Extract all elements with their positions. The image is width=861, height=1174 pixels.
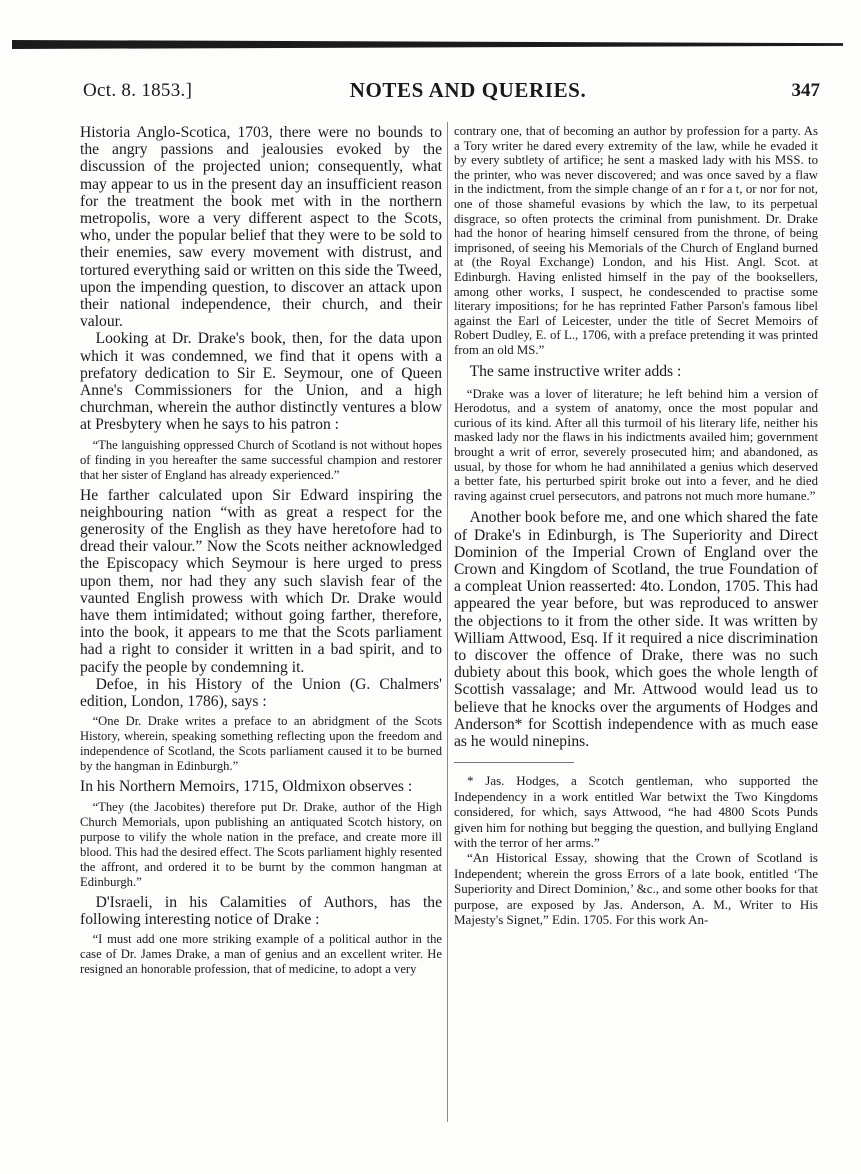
header-date: Oct. 8. 1853.] — [83, 80, 193, 101]
block-quote: “The languishing oppressed Church of Scotland is not without hopes of finding in you hereafter the same successful champion and restorer that her sister of England has already experienced.” — [80, 437, 442, 482]
paragraph: In his Northern Memoirs, 1715, Oldmixon observes : — [80, 778, 413, 796]
paragraph: Another book before me, and one which shared the fate of Drake's in Edinburgh, is The Superiority and Direct Dominion of the Imperial Crown of England over the Crown and Kingdom of Scotland, the true Foundation of a compleat Union reasserted: 4to. London, 1705. This had appeared the year before, but was reproduced to answer the objections to it from the other side. It was written by William Attwood, Esq. If it required a nice discrimination to discover the offence of Drake, there was no such dubiety about this book, which goes the whole length of Scottish vassalage; and Mr. Attwood would lead us to believe that he knocks over the arguments of Hodges and Anderson* for Scottish independence with as much ease as he would ninepins. — [454, 509, 818, 751]
block-quote: “One Dr. Drake writes a preface to an abridgment of the Scots History, wherein, speaking something reflecting upon the freedom and independence of Scotland, the Scots parliament caused it to be burned by the hangman in Edinburgh.” — [80, 714, 442, 774]
column-divider — [447, 122, 448, 1122]
right-column — [454, 124, 818, 927]
page-number: 347 — [791, 80, 820, 101]
paragraph: He farther calculated upon Sir Edward inspiring the neighbouring nation “with as great a respect for the generosity of the English as they have heretofore had to dread their valour.” Now the Scots neither acknowledged the Episcopacy which Seymour is here urged to press upon them, nor had they any such slavish fear of the vaunted English prowess with which Dr. Drake would have them intimidated; without going farther, therefore, into the book, it appears to me that the Scots parliament had a right to consider it written in a bad spirit, and to pacify the people by condemning it. — [80, 486, 442, 676]
footnote: * Jas. Hodges, a Scotch gentleman, who supported the Independency in a work entitled War betwixt the Two Kingdoms considered, for which, says Attwood, “he had 4800 Scots Punds given him for nothing but begging the question, and bullying England with the terror of her arms.” — [454, 773, 818, 850]
footnote: “An Historical Essay, showing that the Crown of Scotland is Independent; wherein the gross Errors of a late book, entitled ‘The Superiority and Direct Dominion,’ &c., and some other books for that purpose, are exposed by Jas. Anderson, A. M., Writer to His Majesty's Signet,” Edin. 1705. For this work An- — [454, 850, 818, 927]
paragraph: Looking at Dr. Drake's book, then, for the data upon which it was condemned, we find that it opens with a prefatory dedication to Sir E. Seymour, one of Queen Anne's Commissioners for the Union, and a high churchman, wherein the author distinctly ventures a blow at Presbytery when he says to his patron : — [80, 330, 442, 434]
block-quote: “They (the Jacobites) therefore put Dr. Drake, author of the High Church Memorials, upon publishing an antiquated Scotch history, on purpose to vilify the whole nation in the preface, and create more ill blood. This had the desired effect. The Scots parliament highly resented the affront, and ordered it to be burnt by the common hangman at Edinburgh.” — [80, 799, 442, 889]
block-quote: “Drake was a lover of literature; he left behind him a version of Herodotus, and a system of anatomy, once the most popular and curious of its kind. After all this turmoil of his literary life, neither his masked lady nor the flaws in his indictments availed him; government brought a writ of error, severely prosecuted him; and abandoned, as usual, by those for whom he had annihilated a genius which deserved a better fate, his perturbed spirit broke out into a fever, and he died raving against cruel persecutors, and patrons not much more humane.” — [454, 386, 818, 503]
top-rule — [12, 40, 843, 49]
paragraph: Defoe, in his History of the Union (G. Chalmers' edition, London, 1786), says : — [80, 675, 442, 711]
block-quote-continued: contrary one, that of becoming an author by profession for a party. As a Tory writer he dared every extremity of the law, while he evaded it by every subtlety of artifice; he sent a masked lady with his MSS. to the printer, who was never discovered; and was once saved by a flaw in the indictment, from the simple change of an r for a t, or nor for not, one of those shameful evasions by which the law, to its perpetual disgrace, so often protects the criminal from punishment. Dr. Drake had the honor of hearing himself censured from the throne, of being imprisoned, of seeing his Memorials of the Church of England burned at (the Royal Exchange) London, and his Hist. Angl. Scot. at Edinburgh. Having enlisted himself in the pay of the booksellers, among other works, I suspect, he condescended to practise some literary impositions; for he has reprinted Father Parson's famous libel against the Earl of Leicester, under the title of Secret Memoirs of Robert Dudley, E. of L., 1706, with a preface pretending it was printed from an old MS.” — [454, 124, 818, 357]
paragraph: Historia Anglo-Scotica, 1703, there were no bounds to the angry passions and jealousies evoked by the discussion of the projected union; consequently, what may appear to us in the present day an insufficient reason for the treatment the book met with in the northern metropolis, wore a very different aspect to the Scots, who, under the popular belief that they were to be sold to their enemies, saw every movement with distrust, and tortured everything said or written on this side the Tweed, upon the impending question, to discover an attack upon their national independence, their church, and their valour. — [80, 124, 442, 331]
journal-title: NOTES AND QUERIES. — [349, 78, 587, 102]
block-quote: “I must add one more striking example of a political author in the case of Dr. James Drake, a man of genius and an excellent writer. He resigned an honorable profession, that of medicine, to adopt a very — [80, 931, 442, 976]
left-column — [80, 124, 442, 981]
footnote-rule — [454, 762, 574, 763]
running-header — [83, 80, 820, 110]
paragraph: D'Israeli, in his Calamities of Authors, has the following interesting notice of Drake : — [80, 893, 442, 928]
paragraph: The same instructive writer adds : — [469, 362, 682, 380]
